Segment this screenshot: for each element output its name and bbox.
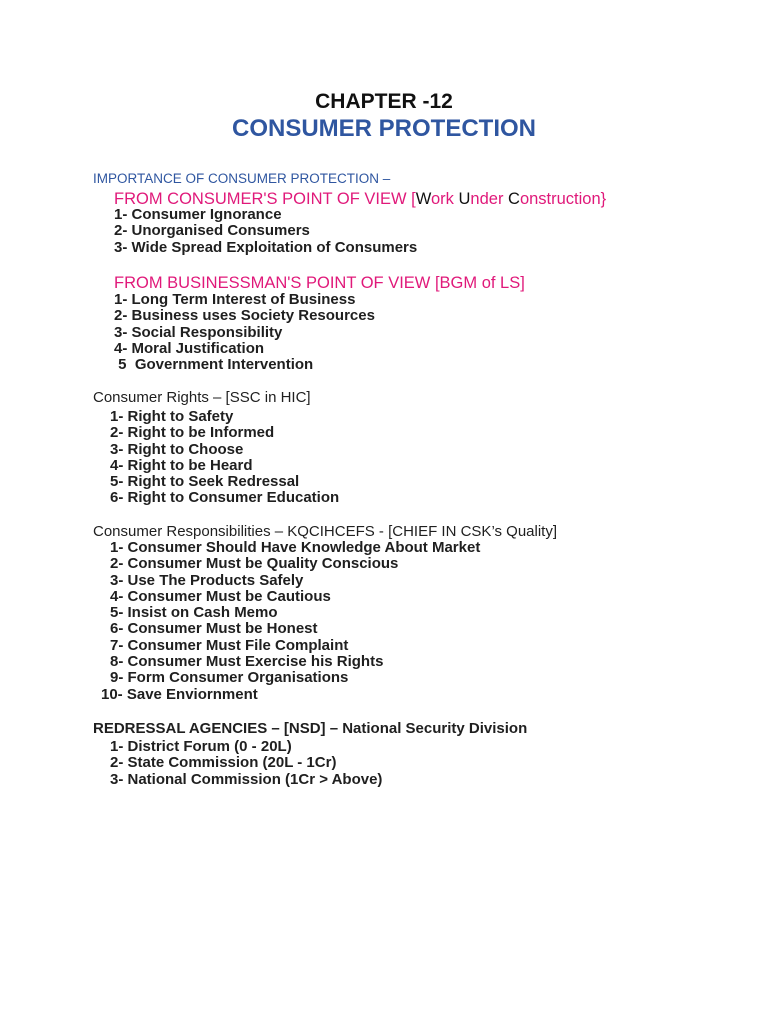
business-pov-heading: FROM BUSINESSMAN'S POINT OF VIEW [BGM of LS] [114, 274, 525, 292]
list-item: 4- Moral Justification [114, 339, 265, 357]
mnemonic-letter-c: C [508, 190, 520, 208]
list-item: 2- Consumer Must be Quality Conscious [110, 555, 399, 573]
list-item: 2- State Commission (20L - 1Cr) [110, 754, 337, 772]
chapter-title: CHAPTER -12 [315, 90, 453, 113]
mnemonic-letter-w: W [415, 190, 431, 208]
list-item: 1- Right to Safety [110, 408, 234, 425]
rights-list [110, 409, 339, 507]
list-item: 3- Use The Products Safely [110, 571, 304, 589]
list-item: 1- Consumer Should Have Knowledge About Market [110, 539, 481, 556]
list-item: 5- Insist on Cash Memo [110, 604, 278, 622]
subject-title: CONSUMER PROTECTION [231, 115, 536, 142]
list-item: 2- Unorganised Consumers [114, 222, 310, 240]
consumer-pov-list [114, 207, 417, 256]
importance-heading: IMPORTANCE OF CONSUMER PROTECTION – [93, 171, 391, 186]
mnemonic-part-ork: ork [430, 190, 459, 208]
list-item: 10- Save Enviornment [101, 685, 258, 703]
list-item: 9- Form Consumer Organisations [110, 669, 349, 687]
list-item: 3- National Commission (1Cr > Above) [110, 770, 383, 788]
responsibilities-list [101, 539, 481, 703]
list-item: 7- Consumer Must File Complaint [110, 636, 349, 654]
list-item: 5 Government Intervention [114, 356, 314, 374]
list-item: 3- Social Responsibility [114, 323, 283, 341]
list-item: 2- Business uses Society Resources [114, 307, 375, 325]
rights-heading-text: Consumer Rights – [SSC in HIC] [93, 389, 311, 406]
redressal-list [110, 739, 382, 788]
list-item: 5- Right to Seek Redressal [110, 473, 300, 491]
responsibilities-heading [93, 523, 557, 540]
list-item: 2- Right to be Informed [110, 424, 275, 442]
redressal-heading [93, 720, 527, 737]
list-item: 1- Consumer Ignorance [114, 206, 282, 223]
business-pov-list [114, 292, 375, 373]
list-item: 6- Consumer Must be Honest [110, 620, 318, 638]
responsibilities-heading-text: Consumer Responsibilities – KQCIHCEFS - [CHIEF IN CSK’s Quality] [93, 523, 558, 540]
rights-heading [93, 389, 311, 406]
list-item: 4- Right to be Heard [110, 456, 253, 474]
consumer-pov-heading-text: FROM CONSUMER'S POINT OF VIEW [ [114, 190, 416, 208]
list-item: 1- Long Term Interest of Business [114, 291, 356, 308]
list-item: 6- Right to Consumer Education [110, 489, 340, 507]
mnemonic-letter-u: U [458, 190, 471, 208]
mnemonic-part-onstruction: onstruction} [519, 190, 607, 208]
list-item: 3- Wide Spread Exploitation of Consumers [114, 238, 418, 256]
list-item: 1- District Forum (0 - 20L) [110, 738, 292, 755]
list-item: 8- Consumer Must Exercise his Rights [110, 653, 384, 671]
redressal-heading-text: REDRESSAL AGENCIES – [NSD] – National Security Division [93, 720, 528, 737]
mnemonic-part-nder: nder [470, 190, 509, 208]
list-item: 4- Consumer Must be Cautious [110, 587, 331, 605]
list-item: 3- Right to Choose [110, 440, 244, 458]
